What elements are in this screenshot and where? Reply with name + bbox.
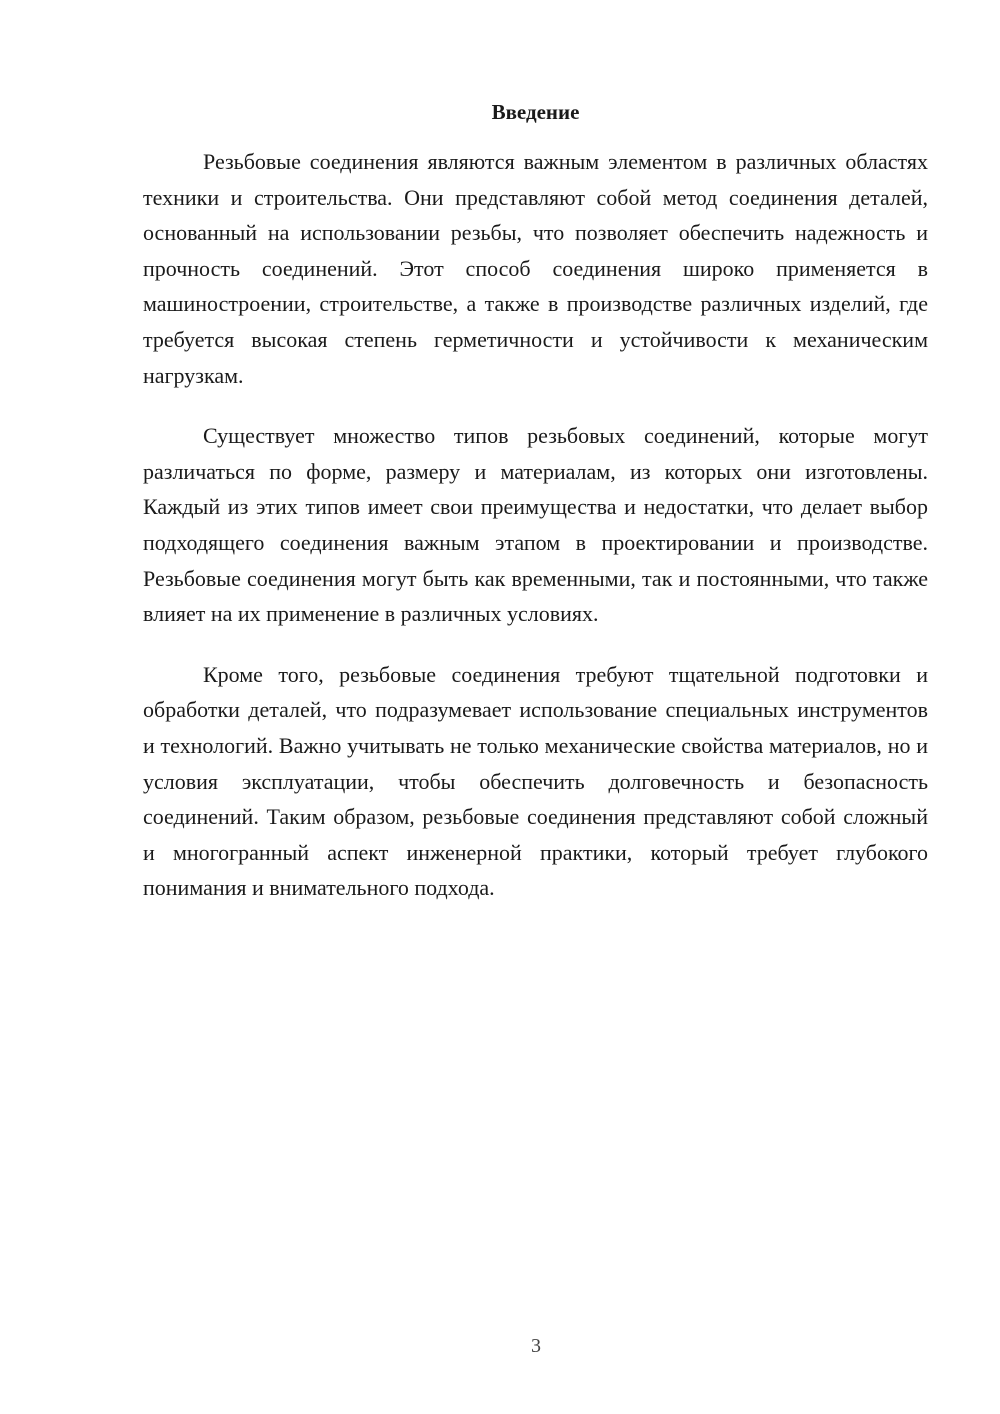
paragraph-3: Кроме того, резьбовые соединения требуют тщательной подготовки и обработки деталей, что подразумевает использование специальных инструментов и технологий. Важно учитывать не только механические свойства материалов, но и условия эксплуатации, чтобы обеспечить долговечность и безопасность соединений. Таким образом, резьбовые соединения представляют собой сложный и многогранный аспект инженерной практики, который требует глубокого понимания и внимательного подхода. [143, 661, 928, 901]
page-number: 3 [531, 1335, 541, 1357]
page-content [143, 97, 928, 906]
paragraph-1: Резьбовые соединения являются важным элементом в различных областях техники и строительства. Они представляют собой метод соединения деталей, основанный на использовании резьбы, что позволяет обеспечить надежность и прочность соединений. Этот способ соединения широко применяется в машиностроении, строительстве, а также в производстве различных изделий, где требуется высокая степень герметичности и устойчивости к механическим нагрузкам. [143, 149, 928, 388]
paragraph-2: Существует множество типов резьбовых соединений, которые могут различаться по форме, размеру и материалам, из которых они изготовлены. Каждый из этих типов имеет свои преимущества и недостатки, что делает выбор подходящего соединения важным этапом в проектировании и производстве. Резьбовые соединения могут быть как временными, так и постоянными, что также влияет на их применение в различных условиях. [143, 423, 928, 627]
section-title: Введение [491, 100, 580, 124]
